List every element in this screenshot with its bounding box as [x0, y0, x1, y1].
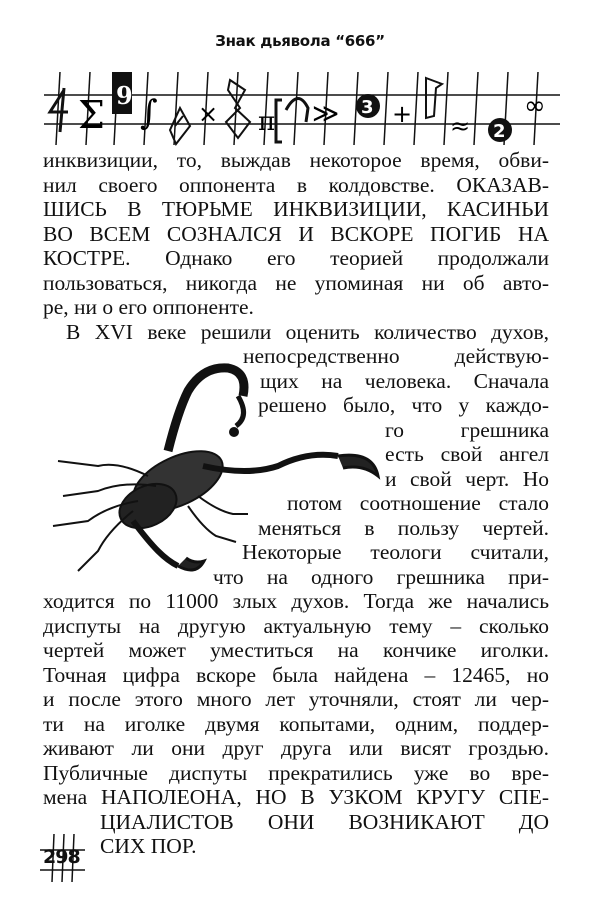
text-line: Точная цифра вскоре была найдена – 12465, но — [43, 662, 549, 687]
text-line: Некоторые теологи считали, — [242, 540, 549, 564]
svg-text:≈: ≈ — [450, 112, 471, 140]
text-line: и после этого много лет уточняли, стоят ли чер- — [43, 687, 549, 711]
occult-symbols-band — [30, 60, 570, 150]
running-title: Знак дьявола “666” — [215, 32, 385, 50]
svg-text:∫: ∫ — [140, 93, 158, 133]
text-line: и свой черт. Но — [385, 466, 549, 491]
text-line: что на одного грешника при- — [213, 564, 549, 589]
svg-text:9: 9 — [116, 81, 133, 110]
text-line: Публичные диспуты прекратились уже во вре- — [43, 760, 549, 785]
text-line: решено было, что у каждо- — [258, 393, 549, 417]
svg-text:Σ: Σ — [78, 93, 105, 137]
text-line: есть свой ангел — [385, 442, 549, 466]
svg-text:≫: ≫ — [312, 99, 340, 129]
text-line: мена НАПОЛЕОНА, НО В УЗКОМ КРУГУ СПЕ- — [43, 785, 549, 809]
text-line: потом соотношение стало — [287, 491, 549, 515]
page-number — [40, 832, 90, 882]
text-line: КОСТРЕ. Однако его теорией продолжали — [43, 246, 549, 270]
text-line: ре, ни о его оппоненте. — [43, 295, 254, 319]
svg-text:∞: ∞ — [524, 91, 546, 121]
text-line: пользоваться, никогда не упоминая ни об авто- — [43, 270, 549, 295]
svg-text:3: 3 — [361, 97, 374, 118]
text-line: диспуты на другую актуальную тему – сколько — [43, 613, 549, 638]
text-line: ЦИАЛИСТОВ ОНИ ВОЗНИКАЮТ ДО — [100, 809, 549, 834]
text-line: чертей может уместиться на кончике иголки. — [43, 638, 549, 662]
text-line: ВО ВСЕМ СОЗНАЛСЯ И ВСКОРЕ ПОГИБ НА — [43, 221, 549, 246]
svg-text:2: 2 — [493, 121, 506, 142]
svg-text:+: + — [392, 100, 413, 128]
text-line: СИХ ПОР. — [100, 834, 197, 858]
text-line: меняться в пользу чертей. — [258, 515, 549, 540]
text-line: инквизиции, то, выждав некоторое время, обви- — [43, 148, 549, 172]
svg-text:π: π — [258, 107, 276, 137]
text-line: ШИСЬ В ТЮРЬМЕ ИНКВИЗИЦИИ, КАСИНЬИ — [43, 197, 549, 221]
svg-text:×: × — [198, 100, 219, 128]
text-line: ти на иголке двумя копытами, одним, поддер- — [43, 711, 549, 736]
text-line: В XVI веке решили оценить количество духов, — [66, 319, 549, 344]
scorpion-illustration — [38, 356, 383, 591]
text-line: щих на человека. Сначала — [260, 368, 549, 393]
text-line: нил своего оппонента в колдовстве. ОКАЗАВ- — [43, 172, 549, 197]
text-line: ходится по 11000 злых духов. Тогда же начались — [43, 589, 549, 613]
text-line: непосредственно действую- — [243, 344, 549, 368]
text-line: живают ли они друг друга или висят гроздью. — [43, 736, 549, 760]
page-number-text: 298 — [43, 846, 80, 868]
text-line: го грешника — [385, 417, 549, 442]
